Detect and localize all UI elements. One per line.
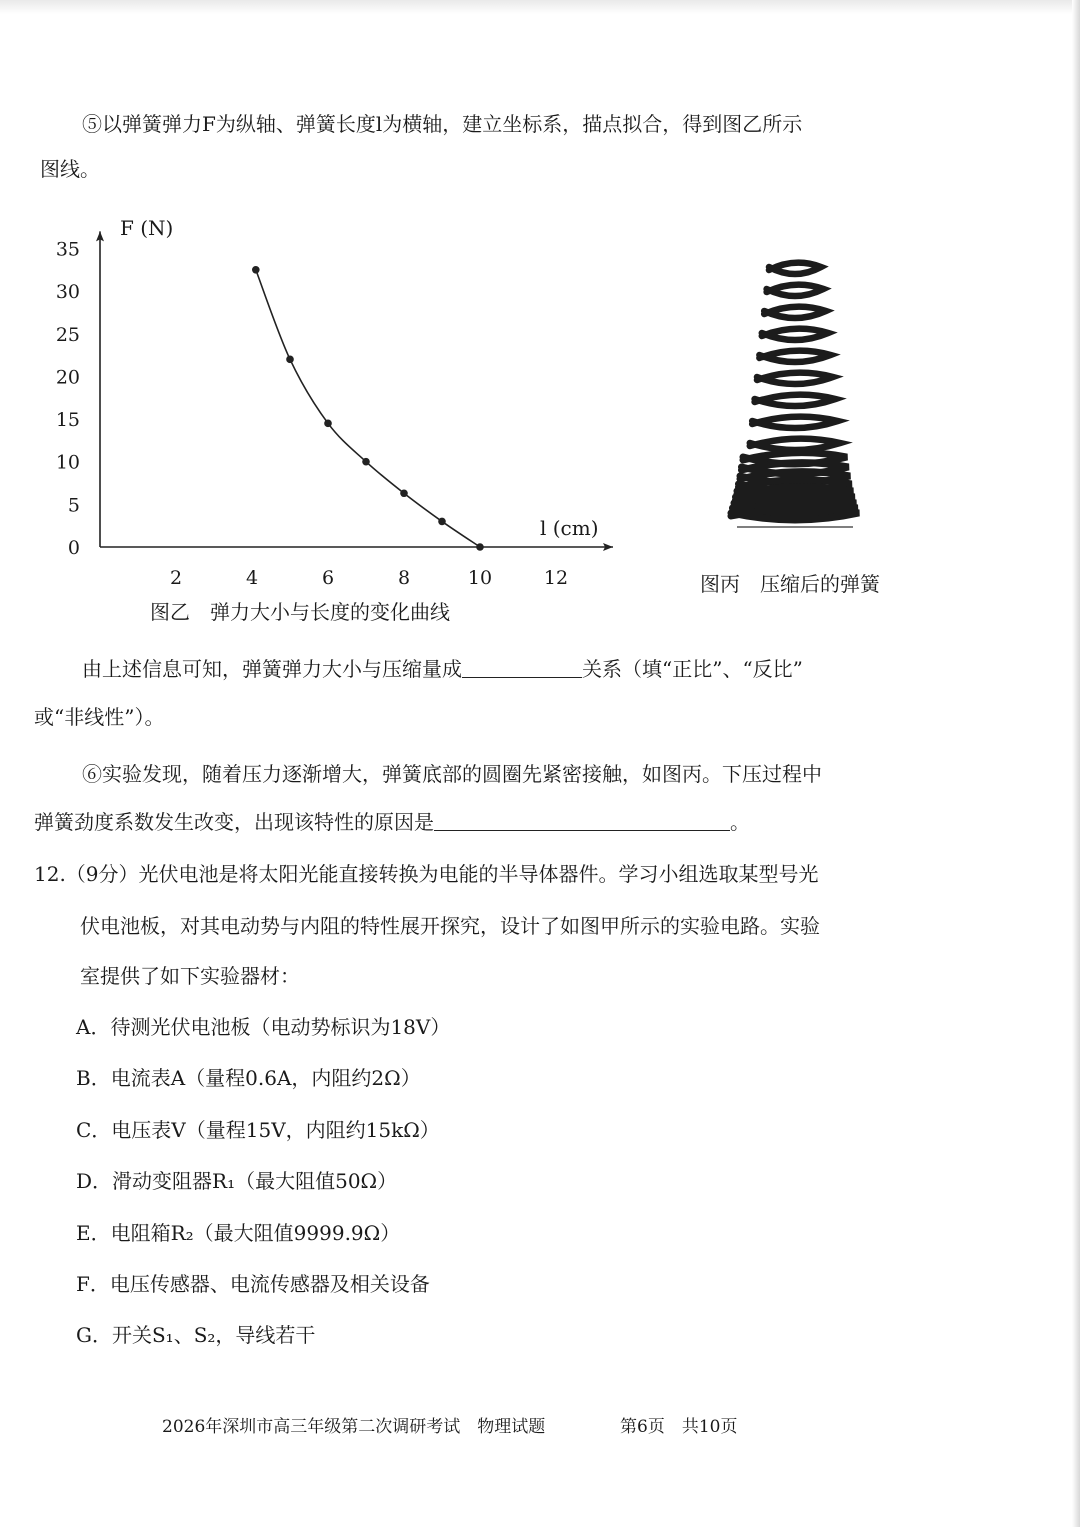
q5-line1 xyxy=(82,655,803,683)
section5-line1: ⑤以弹簧弹力F为纵轴、弹簧长度l为横轴，建立坐标系，描点拟合，得到图乙所示 xyxy=(82,112,803,136)
force-length-chart xyxy=(40,205,630,595)
spring-coil xyxy=(769,263,821,274)
equipment-item: E．电阻箱R₂（最大阻值9999.9Ω） xyxy=(76,1221,401,1245)
data-point xyxy=(286,356,294,364)
scan-edge-top xyxy=(0,0,1080,14)
x-tick-label: 4 xyxy=(245,567,259,589)
section6-text: 弹簧劲度系数发生改变，出现该特性的原因是 xyxy=(34,810,434,834)
y-axis-label: F (N) xyxy=(120,216,174,240)
q5-text-b: 关系（填“正比”、“反比” xyxy=(582,657,803,681)
q5-answer-blank[interactable] xyxy=(462,657,582,678)
q12-line2: 伏电池板，对其电动势与内阻的特性展开探究，设计了如图甲所示的实验电路。实验 xyxy=(80,914,820,938)
data-point xyxy=(400,489,408,497)
scan-edge-right xyxy=(1072,0,1080,1527)
equipment-item: C．电压表V（量程15V，内阻约15kΩ） xyxy=(76,1118,440,1142)
x-tick-label: 6 xyxy=(321,567,335,589)
section6-line1: ⑥实验发现，随着压力逐渐增大，弹簧底部的圆圈先紧密接触，如图丙。下压过程中 xyxy=(82,762,822,786)
spring-coil xyxy=(752,417,838,428)
data-point xyxy=(438,518,446,526)
x-tick-label: 10 xyxy=(467,567,493,589)
y-tick-label: 5 xyxy=(67,494,80,517)
x-tick-label: 12 xyxy=(543,567,569,589)
data-point xyxy=(362,458,370,466)
y-tick-label: 0 xyxy=(67,537,80,559)
q5-text-a: 由上述信息可知，弹簧弹力大小与压缩量成 xyxy=(82,657,462,681)
equipment-item: G．开关S₁、S₂，导线若干 xyxy=(76,1323,316,1347)
y-tick-label: 35 xyxy=(55,238,80,261)
spring-coil xyxy=(755,395,836,406)
x-axis-label: l (cm) xyxy=(540,516,599,540)
section6-answer-blank[interactable] xyxy=(434,810,730,831)
equipment-item: F．电压传感器、电流传感器及相关设备 xyxy=(76,1272,430,1296)
x-tick-label: 8 xyxy=(397,567,411,589)
spring-coil xyxy=(764,307,826,318)
y-tick-label: 20 xyxy=(55,366,80,389)
q12-line3: 室提供了如下实验器材： xyxy=(80,964,300,988)
footer-exam-title: 2026年深圳市高三年级第二次调研考试 物理试题 xyxy=(162,1417,546,1437)
data-point xyxy=(324,420,332,428)
data-point xyxy=(252,266,260,274)
equipment-item: D．滑动变阻器R₁（最大阻值50Ω） xyxy=(76,1169,398,1193)
x-tick-label: 2 xyxy=(169,567,183,589)
equipment-item: B．电流表A（量程0.6A，内阻约2Ω） xyxy=(76,1066,421,1090)
q12-line1: 12.（9分）光伏电池是将太阳光能直接转换为电能的半导体器件。学习小组选取某型号光 xyxy=(34,862,819,886)
compressed-spring-image xyxy=(725,255,865,535)
spring-coil xyxy=(750,439,840,450)
y-tick-label: 30 xyxy=(55,281,80,304)
equipment-item: A．待测光伏电池板（电动势标识为18V） xyxy=(76,1015,451,1039)
y-tick-label: 15 xyxy=(55,409,80,432)
section6-period: 。 xyxy=(730,810,750,834)
figure-b-caption: 图乙 弹力大小与长度的变化曲线 xyxy=(150,600,450,624)
y-tick-label: 25 xyxy=(55,323,80,346)
y-tick-label: 10 xyxy=(55,451,80,474)
q5-line2: 或“非线性”）。 xyxy=(34,705,165,729)
spring-coil xyxy=(767,285,824,296)
data-point xyxy=(476,543,484,551)
fit-curve xyxy=(256,270,480,547)
footer-page-number: 第6页 共10页 xyxy=(620,1417,738,1437)
spring-coil xyxy=(759,351,830,362)
section6-line2 xyxy=(34,808,750,836)
spring-coil xyxy=(762,329,828,340)
spring-coil xyxy=(757,373,833,384)
figure-c-caption: 图丙 压缩后的弹簧 xyxy=(700,572,880,596)
section5-line2: 图线。 xyxy=(40,157,100,181)
